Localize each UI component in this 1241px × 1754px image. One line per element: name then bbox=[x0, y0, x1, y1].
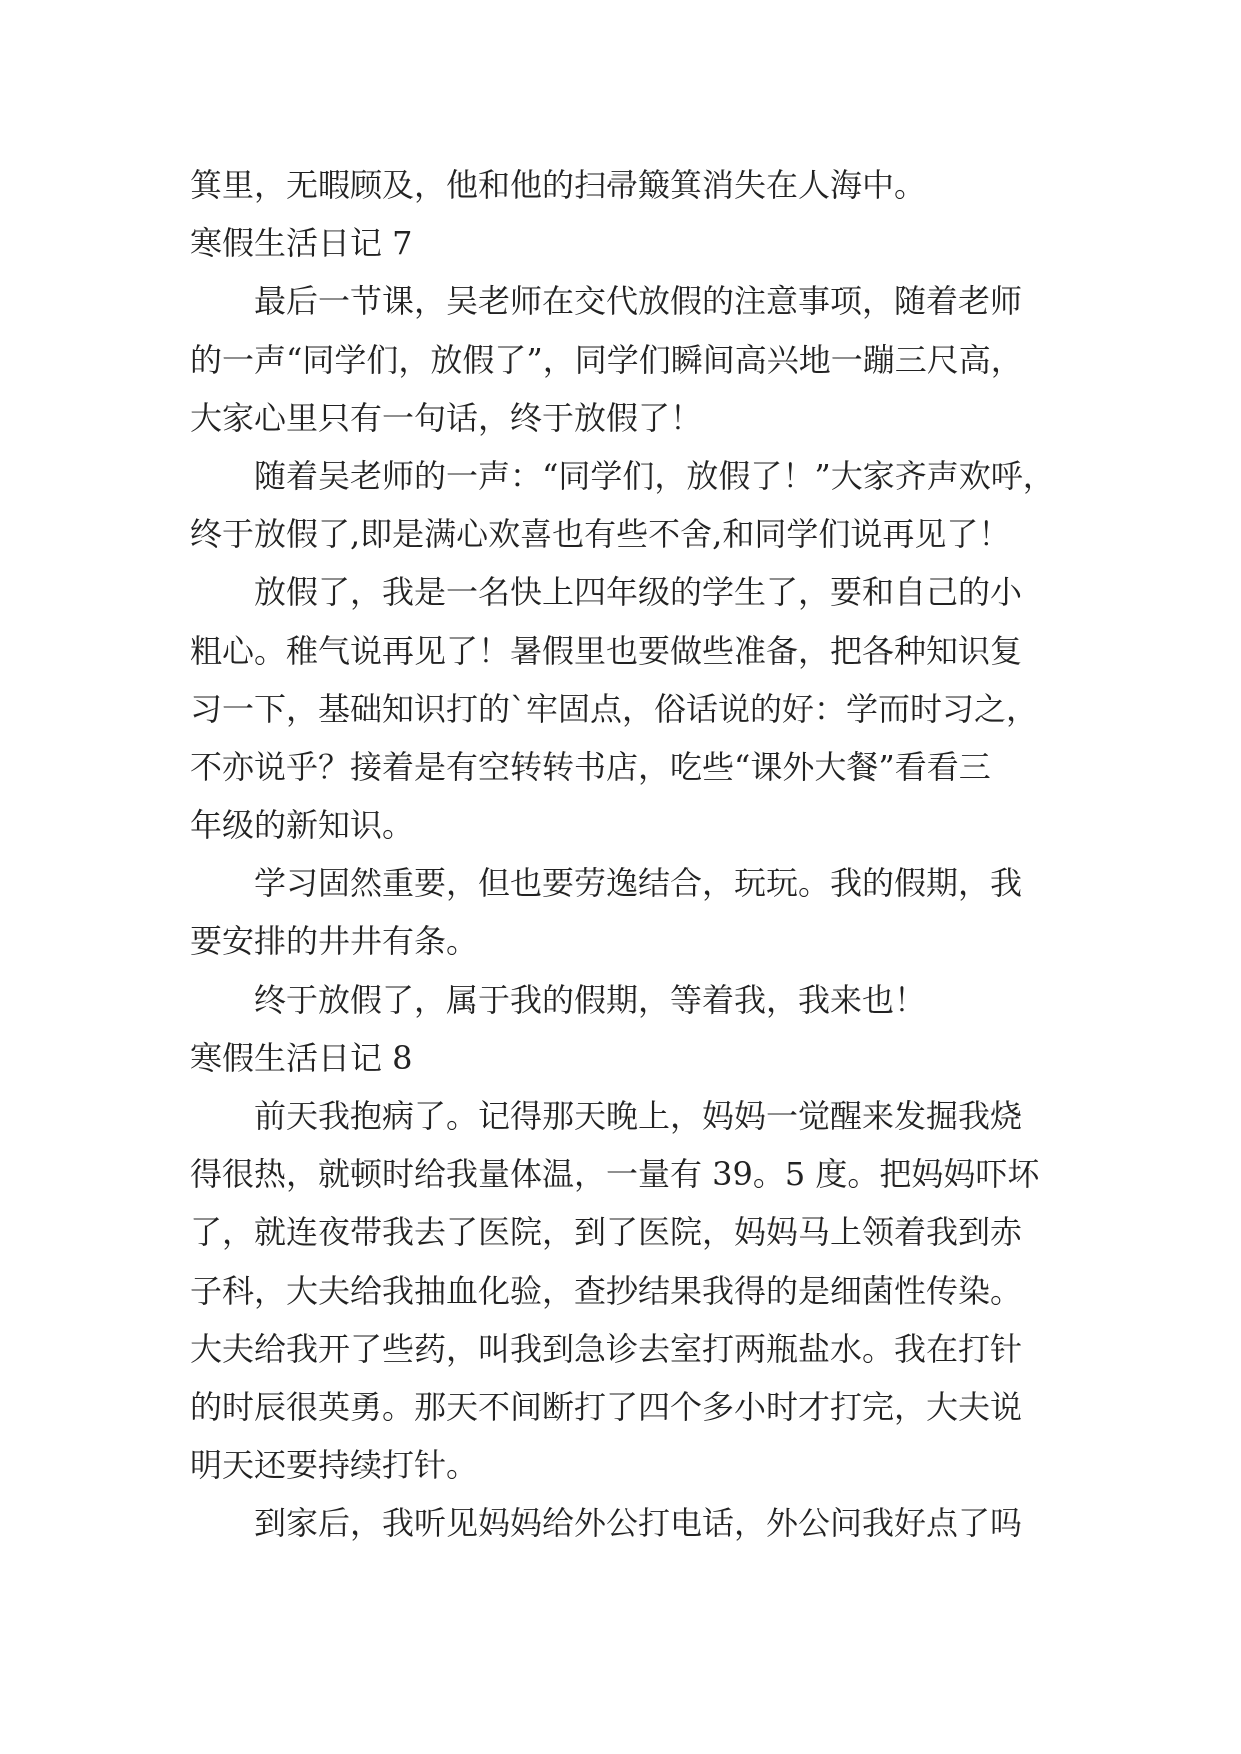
section-heading-7: 寒假生活日记 7 bbox=[190, 224, 413, 263]
text-line: 终于放假了,即是满心欢喜也有些不舍,和同学们说再见了！ bbox=[190, 515, 1011, 554]
text-line: 了，就连夜带我去了医院，到了医院，妈妈马上领着我到赤 bbox=[190, 1213, 1023, 1252]
paragraph-first-line: 学习固然重要，但也要劳逸结合，玩玩。我的假期，我 bbox=[254, 864, 1023, 903]
text-line: 箕里，无暇顾及，他和他的扫帚簸箕消失在人海中。 bbox=[190, 166, 927, 204]
text-line: 的时辰很英勇。那天不间断打了四个多小时才打完，大夫说 bbox=[190, 1387, 1023, 1426]
text-line: 的一声“同学们，放假了”，同学们瞬间高兴地一蹦三尺高， bbox=[190, 340, 1023, 379]
section-heading-8: 寒假生活日记 8 bbox=[190, 1038, 413, 1077]
paragraph-first-line: 放假了，我是一名快上四年级的学生了，要和自己的小 bbox=[254, 573, 1023, 612]
text-line: 得很热，就顿时给我量体温，一量有 39。5 度。把妈妈吓坏 bbox=[190, 1155, 1040, 1194]
text-line: 大夫给我开了些药，叫我到急诊去室打两瓶盐水。我在打针 bbox=[190, 1329, 1023, 1368]
text-line: 习一下，基础知识打的`牢固点，俗话说的好：学而时习之， bbox=[190, 689, 1039, 728]
document-body bbox=[190, 156, 1070, 1553]
paragraph-first-line: 到家后，我听见妈妈给外公打电话，外公问我好点了吗 bbox=[254, 1504, 1023, 1543]
text-line: 粗心。稚气说再见了！暑假里也要做些准备，把各种知识复 bbox=[190, 631, 1023, 670]
text-line: 大家心里只有一句话，终于放假了！ bbox=[190, 398, 703, 437]
text-line: 要安排的井井有条。 bbox=[190, 922, 479, 961]
paragraph-first-line: 随着吴老师的一声：“同学们，放假了！”大家齐声欢呼， bbox=[254, 456, 1055, 495]
text-line: 明天还要持续打针。 bbox=[190, 1446, 479, 1485]
text-line: 不亦说乎？接着是有空转转书店，吃些“课外大餐”看看三 bbox=[190, 747, 991, 786]
text-line: 年级的新知识。 bbox=[190, 806, 415, 845]
paragraph-first-line: 前天我抱病了。记得那天晚上，妈妈一觉醒来发掘我烧 bbox=[254, 1097, 1023, 1135]
paragraph-first-line: 最后一节课，吴老师在交代放假的注意事项，随着老师 bbox=[254, 282, 1023, 321]
paragraph-first-line: 终于放假了，属于我的假期，等着我，我来也！ bbox=[254, 980, 927, 1019]
text-line: 子科，大夫给我抽血化验，查抄结果我得的是细菌性传染。 bbox=[190, 1271, 1023, 1310]
